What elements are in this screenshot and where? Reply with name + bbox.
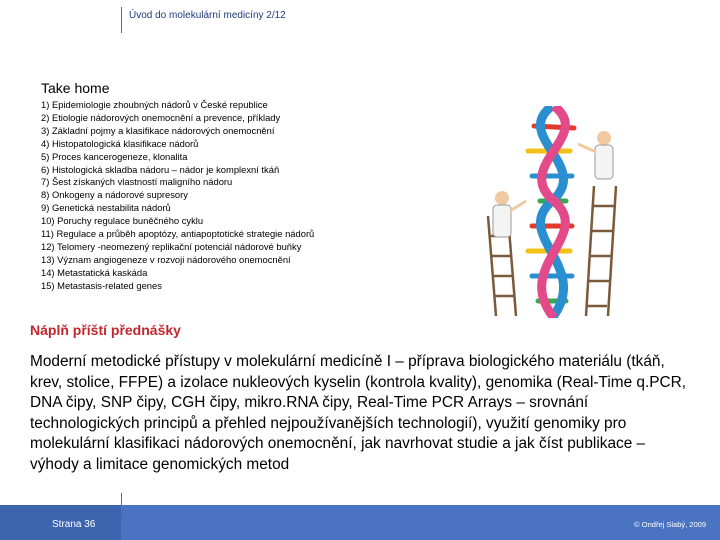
- next-lecture-heading: Náplň příští přednášky: [30, 322, 181, 338]
- list-item: 8) Onkogeny a nádorové supresory: [41, 189, 188, 201]
- list-item: 14) Metastatická kaskáda: [41, 266, 148, 278]
- list-item: 4) Histopatologická klasifikace nádorů: [41, 137, 199, 149]
- copyright-notice: © Ondřej Slabý, 2009: [634, 520, 706, 529]
- list-item: 7) Šest získaných vlastností maligního nádoru: [41, 176, 233, 188]
- footer-divider: [121, 493, 122, 523]
- dna-scientists-icon: [482, 106, 626, 318]
- list-item: 12) Telomery -neomezený replikační potenciál nádorové buňky: [41, 240, 302, 252]
- list-item: 10) Poruchy regulace buněčného cyklu: [41, 215, 204, 227]
- list-item: 5) Proces kancerogeneze, klonalita: [41, 150, 188, 162]
- list-item: 1) Epidemiologie zhoubných nádorů v České republice: [41, 99, 268, 110]
- list-item: 2) Etiologie nádorových onemocnění a prevence, příklady: [41, 111, 281, 123]
- topic-list: [41, 99, 314, 293]
- header-divider: [121, 7, 122, 33]
- list-item: 13) Význam angiogeneze v rozvoji nádorového onemocnění: [41, 253, 291, 265]
- next-lecture-body: Moderní metodické přístupy v molekulární medicíně I – příprava biologického materiálu (tkáň, krev, stolice, FFPE) a izolace nukleových kyselin (kontrola kvality), genomika (Real-Time q.PCR, DNA čipy, SNP čipy, CGH čipy, mikro.RNA čipy, Real-Time PCR Arrays – srovnání technologických principů a přehled nejpoužívanějších technologií), využití genomiky pro molekulární klasifikaci nádorových onemocnění, jak navrhovat studie a jak číst publikace – výhody a limitace genomických metod: [30, 353, 687, 473]
- page-number: Strana 36: [52, 519, 96, 530]
- section-title: Take home: [41, 80, 110, 96]
- footer-bar: [0, 505, 720, 540]
- list-item: 6) Histologická skladba nádoru – nádor je komplexní tkáň: [41, 163, 280, 175]
- list-item: 15) Metastasis-related genes: [41, 279, 162, 291]
- list-item: 11) Regulace a průběh apoptózy, antiapoptotické strategie nádorů: [41, 228, 315, 240]
- list-item: 3) Základní pojmy a klasifikace nádorových onemocnění: [41, 124, 275, 136]
- slide-header-title: Úvod do molekulární medicíny 2/12: [129, 10, 286, 21]
- list-item: 9) Genetická nestabilita nádorů: [41, 202, 171, 214]
